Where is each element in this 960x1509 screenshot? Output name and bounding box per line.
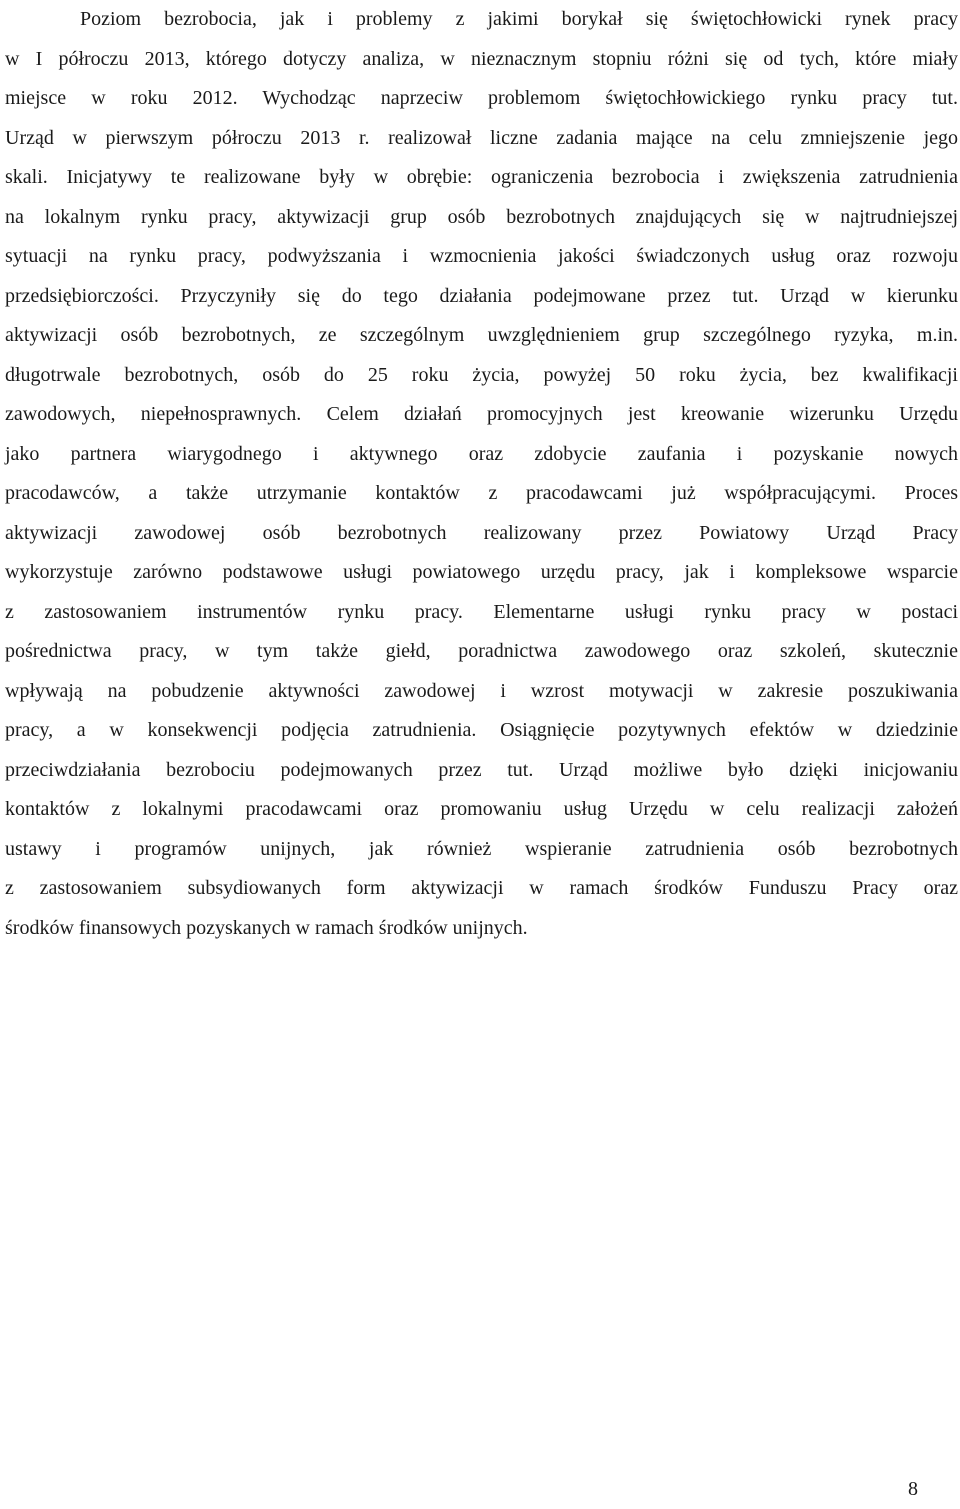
paragraph-line: Urząd w pierwszym półroczu 2013 r. realizował liczne zadania mające na celu zmniejszenie jego <box>5 126 958 149</box>
paragraph-line: w I półroczu 2013, którego dotyczy analiza, w nieznacznym stopniu różni się od tych, które miały <box>5 47 958 70</box>
paragraph-line: aktywizacji osób bezrobotnych, ze szczególnym uwzględnieniem grup szczególnego ryzyka, m.in. <box>5 324 958 346</box>
paragraph-line: pracy, a w konsekwencji podjęcia zatrudnienia. Osiągnięcie pozytywnych efektów w dziedzinie <box>5 719 958 741</box>
paragraph-line: przeciwdziałania bezrobociu podejmowanych przez tut. Urząd możliwe było dzięki inicjowaniu <box>5 758 958 781</box>
paragraph-line: przedsiębiorczości. Przyczyniły się do tego działania podejmowane przez tut. Urząd w kierunku <box>5 284 958 307</box>
paragraph-line: zawodowych, niepełnosprawnych. Celem działań promocyjnych jest kreowanie wizerunku Urzędu <box>5 403 958 425</box>
paragraph-line: kontaktów z lokalnymi pracodawcami oraz promowaniu usług Urzędu w celu realizacji założeń <box>5 798 958 820</box>
paragraph-line: miejsce w roku 2012. Wychodząc naprzeciw problemom świętochłowickiego rynku pracy tut. <box>5 87 958 109</box>
paragraph-line: pracodawców, a także utrzymanie kontaktów z pracodawcami już współpracującymi. Proces <box>5 482 958 504</box>
paragraph-line: na lokalnym rynku pracy, aktywizacji grup osób bezrobotnych znajdujących się w najtrudniejszej <box>5 205 958 228</box>
paragraph-line: jako partnera wiarygodnego i aktywnego oraz zdobycie zaufania i pozyskanie nowych <box>5 442 958 465</box>
paragraph-line: pośrednictwa pracy, w tym także giełd, poradnictwa zawodowego oraz szkoleń, skutecznie <box>5 640 958 662</box>
paragraph-line: wpływają na pobudzenie aktywności zawodowej i wzrost motywacji w zakresie poszukiwania <box>5 679 958 702</box>
paragraph-line: aktywizacji zawodowej osób bezrobotnych realizowany przez Powiatowy Urząd Pracy <box>5 521 958 544</box>
paragraph-line: skali. Inicjatywy te realizowane były w obrębie: ograniczenia bezrobocia i zwiększenia zatrudnienia <box>5 166 958 188</box>
page-number: 8 <box>908 1478 918 1500</box>
paragraph-line: długotrwale bezrobotnych, osób do 25 roku życia, powyżej 50 roku życia, bez kwalifikacji <box>5 363 958 386</box>
paragraph-line: z zastosowaniem instrumentów rynku pracy. Elementarne usługi rynku pracy w postaci <box>5 600 958 623</box>
paragraph-line: z zastosowaniem subsydiowanych form aktywizacji w ramach środków Funduszu Pracy oraz <box>5 877 958 899</box>
paragraph-line: ustawy i programów unijnych, jak również wspieranie zatrudnienia osób bezrobotnych <box>5 837 958 860</box>
paragraph-line: Poziom bezrobocia, jak i problemy z jakimi borykał się świętochłowicki rynek pracy <box>80 8 958 30</box>
paragraph-line: wykorzystuje zarówno podstawowe usługi powiatowego urzędu pracy, jak i kompleksowe wsparcie <box>5 561 958 583</box>
paragraph-line: sytuacji na rynku pracy, podwyższania i wzmocnienia jakości świadczonych usług oraz rozwoju <box>5 245 958 267</box>
body-paragraph <box>5 0 958 948</box>
paragraph-line: środków finansowych pozyskanych w ramach środków unijnych. <box>5 916 528 939</box>
